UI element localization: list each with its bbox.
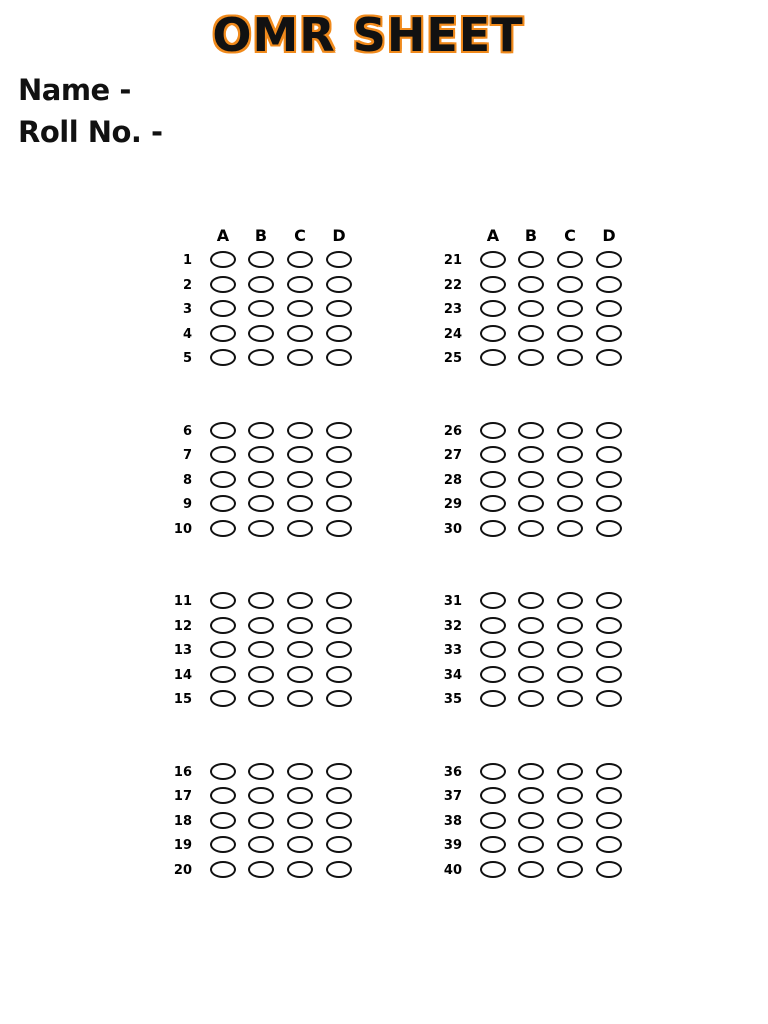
- answer-bubble-37-d[interactable]: [596, 787, 622, 804]
- answer-bubble-35-c[interactable]: [557, 690, 583, 707]
- answer-bubble-39-a[interactable]: [480, 836, 506, 853]
- answer-bubble-19-a[interactable]: [210, 836, 236, 853]
- answer-bubble-32-a[interactable]: [480, 617, 506, 634]
- question-block: [430, 762, 690, 885]
- answer-bubble-14-d[interactable]: [326, 666, 352, 683]
- question-row-14: [160, 665, 420, 690]
- answer-bubble-16-b[interactable]: [248, 763, 274, 780]
- answer-bubble-25-a[interactable]: [480, 349, 506, 366]
- answer-bubble-5-b[interactable]: [248, 349, 274, 366]
- answer-bubble-13-a[interactable]: [210, 641, 236, 658]
- question-row-8: [160, 470, 420, 495]
- answer-bubble-34-b[interactable]: [518, 666, 544, 683]
- answer-bubble-9-d[interactable]: [326, 495, 352, 512]
- answer-bubble-21-a[interactable]: [480, 251, 506, 268]
- question-row-24: [430, 324, 690, 349]
- answer-bubble-8-a[interactable]: [210, 471, 236, 488]
- question-number: 26: [443, 423, 462, 439]
- question-row-36: [430, 762, 690, 787]
- question-number: 5: [182, 351, 192, 366]
- answer-bubble-4-c[interactable]: [287, 325, 313, 342]
- answer-bubble-20-a[interactable]: [210, 861, 236, 878]
- answer-bubble-37-c[interactable]: [557, 787, 583, 804]
- answer-bubble-30-b[interactable]: [518, 520, 544, 537]
- question-number: 2: [182, 277, 192, 293]
- question-number: 23: [443, 302, 462, 317]
- answer-bubble-18-d[interactable]: [326, 812, 352, 829]
- question-row-5: [160, 348, 420, 373]
- question-block: [160, 421, 420, 544]
- answer-bubble-37-b[interactable]: [518, 787, 544, 804]
- question-row-17: [160, 786, 420, 811]
- question-number: 10: [173, 521, 192, 537]
- answer-bubble-14-a[interactable]: [210, 666, 236, 683]
- option-label-d: D: [332, 226, 346, 245]
- question-row-2: [160, 275, 420, 300]
- answer-bubble-1-a[interactable]: [210, 251, 236, 268]
- answer-bubble-16-d[interactable]: [326, 763, 352, 780]
- answer-bubble-11-b[interactable]: [248, 592, 274, 609]
- answer-bubble-26-c[interactable]: [557, 422, 583, 439]
- answer-bubble-17-c[interactable]: [287, 787, 313, 804]
- answer-bubble-30-d[interactable]: [596, 520, 622, 537]
- question-row-23: [430, 299, 690, 324]
- answer-bubble-33-d[interactable]: [596, 641, 622, 658]
- option-label-d: D: [602, 226, 616, 245]
- answer-bubble-30-a[interactable]: [480, 520, 506, 537]
- question-row-25: [430, 348, 690, 373]
- answer-bubble-9-a[interactable]: [210, 495, 236, 512]
- answer-bubble-26-a[interactable]: [480, 422, 506, 439]
- answer-bubble-31-a[interactable]: [480, 592, 506, 609]
- question-row-12: [160, 616, 420, 641]
- answer-bubble-5-a[interactable]: [210, 349, 236, 366]
- answer-bubble-12-b[interactable]: [248, 617, 274, 634]
- option-header-row: [430, 226, 690, 250]
- answer-bubble-18-c[interactable]: [287, 812, 313, 829]
- answer-bubble-36-a[interactable]: [480, 763, 506, 780]
- answer-bubble-17-a[interactable]: [210, 787, 236, 804]
- answer-bubble-15-c[interactable]: [287, 690, 313, 707]
- answer-bubble-24-d[interactable]: [596, 325, 622, 342]
- question-row-29: [430, 494, 690, 519]
- answer-bubble-1-b[interactable]: [248, 251, 274, 268]
- question-number: 12: [173, 618, 192, 634]
- question-number: 21: [443, 253, 462, 268]
- answer-bubble-14-c[interactable]: [287, 666, 313, 683]
- answer-bubble-22-b[interactable]: [518, 276, 544, 293]
- question-row-39: [430, 835, 690, 860]
- answer-bubble-40-c[interactable]: [557, 861, 583, 878]
- answer-bubble-2-c[interactable]: [287, 276, 313, 293]
- answer-bubble-16-a[interactable]: [210, 763, 236, 780]
- answer-bubble-35-a[interactable]: [480, 690, 506, 707]
- answer-bubble-40-d[interactable]: [596, 861, 622, 878]
- answer-bubble-20-b[interactable]: [248, 861, 274, 878]
- question-row-34: [430, 665, 690, 690]
- answer-bubble-31-b[interactable]: [518, 592, 544, 609]
- question-row-19: [160, 835, 420, 860]
- option-label-b: B: [524, 226, 538, 245]
- answer-bubble-22-c[interactable]: [557, 276, 583, 293]
- option-label-c: C: [564, 226, 576, 245]
- answer-bubble-34-d[interactable]: [596, 666, 622, 683]
- answer-bubble-3-a[interactable]: [210, 300, 236, 317]
- option-label-c: C: [294, 226, 306, 245]
- question-number: 7: [182, 448, 192, 463]
- answer-bubble-26-b[interactable]: [518, 422, 544, 439]
- answer-bubble-32-b[interactable]: [518, 617, 544, 634]
- answer-bubble-6-d[interactable]: [326, 422, 352, 439]
- question-number: 13: [173, 643, 192, 658]
- option-label-a: A: [486, 226, 500, 245]
- answer-bubble-11-a[interactable]: [210, 592, 236, 609]
- question-row-10: [160, 519, 420, 544]
- question-row-40: [430, 860, 690, 885]
- answer-bubble-21-c[interactable]: [557, 251, 583, 268]
- answer-bubble-38-c[interactable]: [557, 812, 583, 829]
- answer-bubble-2-a[interactable]: [210, 276, 236, 293]
- answer-bubble-8-b[interactable]: [248, 471, 274, 488]
- answer-bubble-37-a[interactable]: [480, 787, 506, 804]
- answer-bubble-12-c[interactable]: [287, 617, 313, 634]
- answer-bubble-20-c[interactable]: [287, 861, 313, 878]
- question-number: 24: [443, 326, 462, 342]
- answer-bubble-38-d[interactable]: [596, 812, 622, 829]
- answer-bubble-11-d[interactable]: [326, 592, 352, 609]
- answer-bubble-19-d[interactable]: [326, 836, 352, 853]
- answer-bubble-7-d[interactable]: [326, 446, 352, 463]
- question-number: 14: [173, 667, 192, 683]
- answer-bubble-16-c[interactable]: [287, 763, 313, 780]
- answer-bubble-38-a[interactable]: [480, 812, 506, 829]
- answer-bubble-4-d[interactable]: [326, 325, 352, 342]
- question-row-7: [160, 445, 420, 470]
- question-number: 1: [182, 253, 192, 268]
- answer-bubble-24-a[interactable]: [480, 325, 506, 342]
- answer-bubble-6-c[interactable]: [287, 422, 313, 439]
- answer-bubble-29-c[interactable]: [557, 495, 583, 512]
- answer-bubble-27-b[interactable]: [518, 446, 544, 463]
- question-block: [430, 591, 690, 714]
- question-number: 32: [443, 618, 462, 634]
- answer-bubble-25-b[interactable]: [518, 349, 544, 366]
- question-block: [160, 250, 420, 373]
- roll-number-field-label: Roll No. -: [18, 115, 163, 149]
- answer-bubble-15-b[interactable]: [248, 690, 274, 707]
- answer-bubble-27-a[interactable]: [480, 446, 506, 463]
- answer-bubble-39-b[interactable]: [518, 836, 544, 853]
- answer-bubble-8-d[interactable]: [326, 471, 352, 488]
- answer-bubble-6-a[interactable]: [210, 422, 236, 439]
- question-row-22: [430, 275, 690, 300]
- answer-bubble-36-b[interactable]: [518, 763, 544, 780]
- answer-column-left: [160, 226, 420, 932]
- answer-bubble-6-b[interactable]: [248, 422, 274, 439]
- question-block: [430, 250, 690, 373]
- question-row-21: [430, 250, 690, 275]
- answer-bubble-14-b[interactable]: [248, 666, 274, 683]
- answer-bubble-2-d[interactable]: [326, 276, 352, 293]
- question-block: [160, 762, 420, 885]
- question-number: 27: [443, 448, 462, 463]
- answer-bubble-28-b[interactable]: [518, 471, 544, 488]
- question-number: 9: [182, 497, 192, 512]
- question-number: 20: [173, 862, 192, 878]
- answer-bubble-26-d[interactable]: [596, 422, 622, 439]
- answer-bubble-10-c[interactable]: [287, 520, 313, 537]
- answer-bubble-21-b[interactable]: [518, 251, 544, 268]
- answer-bubble-23-b[interactable]: [518, 300, 544, 317]
- answer-bubble-18-a[interactable]: [210, 812, 236, 829]
- question-row-31: [430, 591, 690, 616]
- answer-bubble-13-d[interactable]: [326, 641, 352, 658]
- answer-bubble-27-d[interactable]: [596, 446, 622, 463]
- question-row-15: [160, 689, 420, 714]
- answer-bubble-5-c[interactable]: [287, 349, 313, 366]
- answer-bubble-29-d[interactable]: [596, 495, 622, 512]
- answer-bubble-20-d[interactable]: [326, 861, 352, 878]
- question-row-3: [160, 299, 420, 324]
- answer-bubble-40-a[interactable]: [480, 861, 506, 878]
- question-row-4: [160, 324, 420, 349]
- answer-bubble-21-d[interactable]: [596, 251, 622, 268]
- answer-bubble-7-c[interactable]: [287, 446, 313, 463]
- answer-bubble-15-a[interactable]: [210, 690, 236, 707]
- question-row-30: [430, 519, 690, 544]
- question-row-28: [430, 470, 690, 495]
- answer-bubble-19-b[interactable]: [248, 836, 274, 853]
- option-label-b: B: [254, 226, 268, 245]
- answer-bubble-17-d[interactable]: [326, 787, 352, 804]
- answer-bubble-30-c[interactable]: [557, 520, 583, 537]
- answer-bubble-28-c[interactable]: [557, 471, 583, 488]
- answer-bubble-8-c[interactable]: [287, 471, 313, 488]
- answer-bubble-28-d[interactable]: [596, 471, 622, 488]
- question-number: 40: [443, 862, 462, 878]
- question-row-26: [430, 421, 690, 446]
- answer-bubble-13-b[interactable]: [248, 641, 274, 658]
- answer-bubble-15-d[interactable]: [326, 690, 352, 707]
- answer-bubble-3-c[interactable]: [287, 300, 313, 317]
- answer-bubble-5-d[interactable]: [326, 349, 352, 366]
- question-block: [160, 591, 420, 714]
- answer-bubble-9-b[interactable]: [248, 495, 274, 512]
- answer-bubble-39-c[interactable]: [557, 836, 583, 853]
- answer-bubble-23-d[interactable]: [596, 300, 622, 317]
- question-row-16: [160, 762, 420, 787]
- answer-bubble-35-d[interactable]: [596, 690, 622, 707]
- answer-bubble-36-c[interactable]: [557, 763, 583, 780]
- question-number: 30: [443, 521, 462, 537]
- answer-bubble-18-b[interactable]: [248, 812, 274, 829]
- answer-bubble-35-b[interactable]: [518, 690, 544, 707]
- answer-bubble-13-c[interactable]: [287, 641, 313, 658]
- answer-bubble-1-d[interactable]: [326, 251, 352, 268]
- question-row-11: [160, 591, 420, 616]
- question-number: 34: [443, 667, 462, 683]
- question-row-27: [430, 445, 690, 470]
- answer-bubble-32-d[interactable]: [596, 617, 622, 634]
- question-number: 33: [443, 643, 462, 658]
- option-label-a: A: [216, 226, 230, 245]
- question-number: 25: [443, 351, 462, 366]
- answer-bubble-3-b[interactable]: [248, 300, 274, 317]
- answer-bubble-24-b[interactable]: [518, 325, 544, 342]
- question-number: 15: [173, 692, 192, 707]
- question-row-37: [430, 786, 690, 811]
- answer-bubble-3-d[interactable]: [326, 300, 352, 317]
- question-number: 38: [443, 813, 462, 829]
- question-number: 22: [443, 277, 462, 293]
- answer-bubble-2-b[interactable]: [248, 276, 274, 293]
- answer-bubble-4-a[interactable]: [210, 325, 236, 342]
- answer-bubble-23-c[interactable]: [557, 300, 583, 317]
- question-row-32: [430, 616, 690, 641]
- answer-bubble-7-a[interactable]: [210, 446, 236, 463]
- question-number: 16: [173, 764, 192, 780]
- question-row-33: [430, 640, 690, 665]
- question-number: 8: [182, 472, 192, 488]
- answer-bubble-12-a[interactable]: [210, 617, 236, 634]
- answer-bubble-23-a[interactable]: [480, 300, 506, 317]
- question-number: 17: [173, 789, 192, 804]
- question-number: 18: [173, 813, 192, 829]
- question-number: 36: [443, 764, 462, 780]
- question-number: 19: [173, 838, 192, 853]
- answer-bubble-29-a[interactable]: [480, 495, 506, 512]
- question-row-9: [160, 494, 420, 519]
- question-block: [430, 421, 690, 544]
- question-number: 3: [182, 302, 192, 317]
- answer-bubble-25-d[interactable]: [596, 349, 622, 366]
- answer-column-right: [430, 226, 690, 932]
- question-number: 4: [182, 326, 192, 342]
- answer-bubble-4-b[interactable]: [248, 325, 274, 342]
- answer-bubble-34-a[interactable]: [480, 666, 506, 683]
- option-header-row: [160, 226, 420, 250]
- question-number: 35: [443, 692, 462, 707]
- question-row-1: [160, 250, 420, 275]
- answer-bubble-40-b[interactable]: [518, 861, 544, 878]
- answer-bubble-22-a[interactable]: [480, 276, 506, 293]
- answer-bubble-34-c[interactable]: [557, 666, 583, 683]
- answer-bubble-38-b[interactable]: [518, 812, 544, 829]
- answer-bubble-24-c[interactable]: [557, 325, 583, 342]
- question-row-38: [430, 811, 690, 836]
- answer-bubble-19-c[interactable]: [287, 836, 313, 853]
- question-number: 6: [182, 423, 192, 439]
- answer-bubble-7-b[interactable]: [248, 446, 274, 463]
- answer-bubble-9-c[interactable]: [287, 495, 313, 512]
- question-number: 28: [443, 472, 462, 488]
- answer-bubble-36-d[interactable]: [596, 763, 622, 780]
- answer-bubble-25-c[interactable]: [557, 349, 583, 366]
- answer-bubble-10-b[interactable]: [248, 520, 274, 537]
- question-number: 11: [173, 594, 192, 609]
- answer-bubble-22-d[interactable]: [596, 276, 622, 293]
- question-row-6: [160, 421, 420, 446]
- name-field-label: Name -: [18, 73, 131, 107]
- answer-bubble-10-a[interactable]: [210, 520, 236, 537]
- question-number: 37: [443, 789, 462, 804]
- question-row-13: [160, 640, 420, 665]
- answer-bubble-32-c[interactable]: [557, 617, 583, 634]
- question-row-18: [160, 811, 420, 836]
- answer-bubble-31-c[interactable]: [557, 592, 583, 609]
- question-number: 31: [443, 594, 462, 609]
- answer-bubble-39-d[interactable]: [596, 836, 622, 853]
- answer-bubble-33-b[interactable]: [518, 641, 544, 658]
- question-row-35: [430, 689, 690, 714]
- answer-bubble-10-d[interactable]: [326, 520, 352, 537]
- question-number: 29: [443, 497, 462, 512]
- answer-bubble-33-a[interactable]: [480, 641, 506, 658]
- question-number: 39: [443, 838, 462, 853]
- answer-bubble-27-c[interactable]: [557, 446, 583, 463]
- page-title: OMR SHEET: [212, 8, 524, 62]
- answer-bubble-11-c[interactable]: [287, 592, 313, 609]
- question-row-20: [160, 860, 420, 885]
- answer-bubble-28-a[interactable]: [480, 471, 506, 488]
- answer-bubble-33-c[interactable]: [557, 641, 583, 658]
- answer-bubble-31-d[interactable]: [596, 592, 622, 609]
- answer-bubble-1-c[interactable]: [287, 251, 313, 268]
- answer-bubble-17-b[interactable]: [248, 787, 274, 804]
- answer-bubble-29-b[interactable]: [518, 495, 544, 512]
- answer-bubble-12-d[interactable]: [326, 617, 352, 634]
